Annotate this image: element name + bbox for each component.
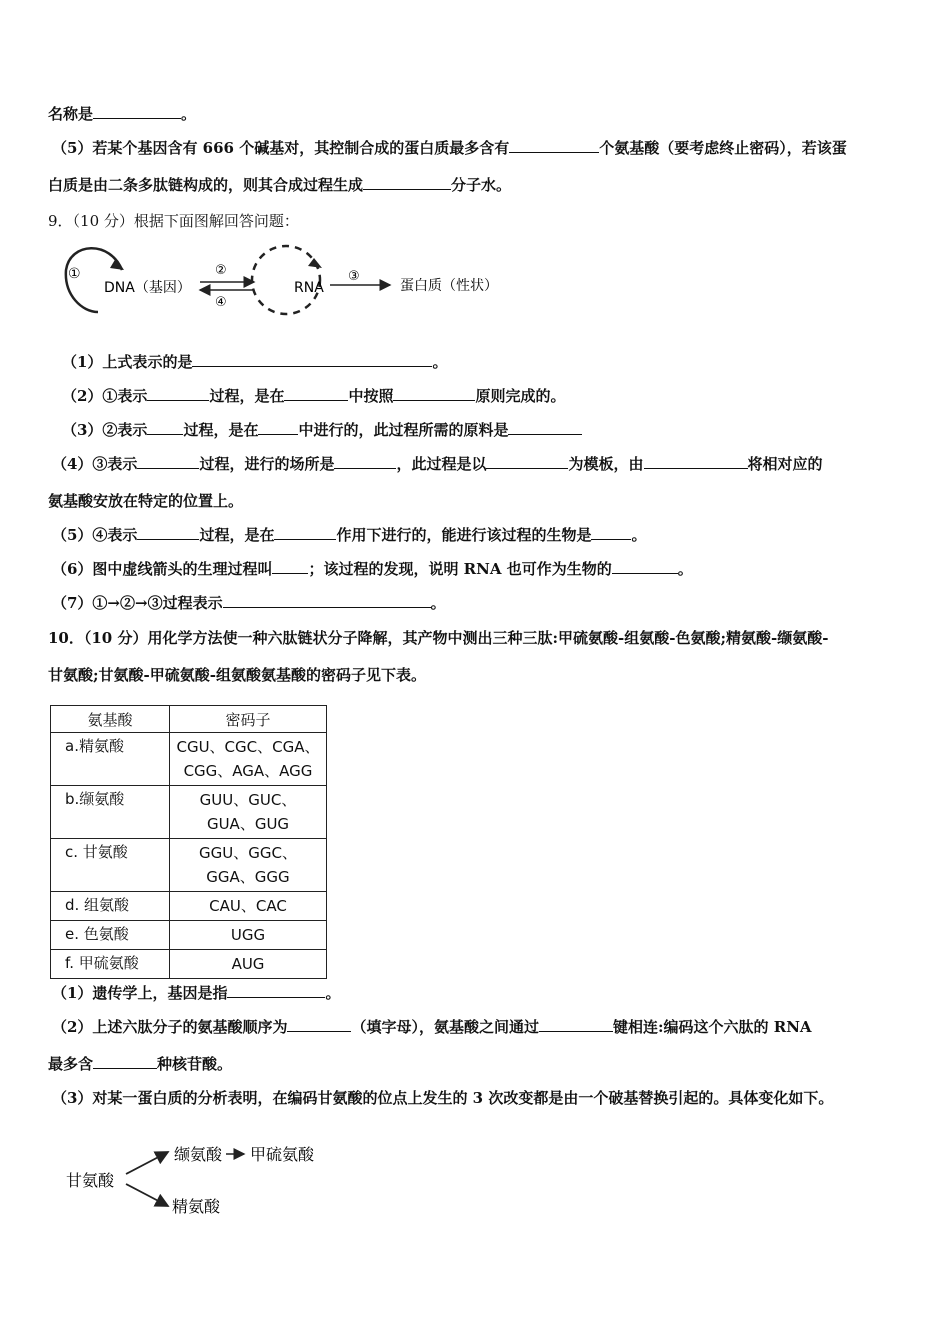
name-line: 名称是 。 [48,105,197,123]
q10-header: 10．（10 分）用化学方法使一种六肽链状分子降解，其产物中测出三种三肽:甲硫氨酸-组氨酸-色氨酸;精氨酸-缬氨酸- [48,629,829,647]
answer-blank[interactable] [147,386,209,401]
answer-blank[interactable] [612,559,678,574]
q9-header: 9．（10 分）根据下面图解回答问题： [48,212,299,230]
answer-blank[interactable] [258,420,298,435]
label-2: ② [215,263,227,278]
q9-s5: （5）④表示 过程，是在 作用下进行的，能进行该过程的生物是 。 [52,526,647,544]
answer-blank[interactable] [223,593,431,608]
q10-s1: （1）遗传学上，基因是指 。 [52,984,341,1002]
q9-s4: （4）③表示 过程，进行的场所是 ，此过程是以 为模板，由 将相对应的 [52,455,823,473]
answer-blank[interactable] [274,525,336,540]
q9-s7: （7）①→②→③过程表示 。 [52,594,446,612]
answer-blank[interactable] [508,420,582,435]
answer-blank[interactable] [93,104,181,119]
q10-s2b: 最多含 种核苷酸。 [48,1055,233,1073]
q9-s4b: 氨基酸安放在特定的位置上。 [48,492,244,510]
header-codon: 密码子 [170,706,327,733]
answer-blank[interactable] [284,386,348,401]
answer-blank[interactable] [137,454,199,469]
table-header-row [51,706,327,733]
mutation-diagram [60,1130,350,1230]
table-row: f. 甲硫氨酸 AUG [51,950,327,979]
label-1: ① [68,266,81,282]
q9-s1: （1）上式表示的是 。 [62,353,448,371]
answer-blank[interactable] [287,1017,351,1032]
header-amino-acid: 氨基酸 [51,706,170,733]
answer-blank[interactable] [272,559,308,574]
valine-label: 缬氨酸 [174,1145,223,1164]
answer-blank[interactable] [539,1017,613,1032]
answer-blank[interactable] [393,386,475,401]
central-dogma-diagram [60,240,530,320]
label-3: ③ [348,269,360,284]
q5-line: （5）若某个基因含有 666 个碱基对，其控制合成的蛋白质最多含有 个氨基酸（要考虑终止密码），若该蛋 [52,139,847,157]
q10-s3: （3）对某一蛋白质的分析表明，在编码甘氨酸的位点上发生的 3 次改变都是由一个破基替换引起的。具体变化如下。 [52,1089,834,1107]
q9-s6: （6）图中虚线箭头的生理过程叫 ；该过程的发现，说明 RNA 也可作为生物的 。 [52,560,693,578]
answer-blank[interactable] [192,352,432,367]
rna-label: RNA [294,280,324,296]
q10-s2: （2）上述六肽分子的氨基酸顺序为 （填字母），氨基酸之间通过 键相连:编码这个六肽的 RNA [52,1018,812,1036]
answer-blank[interactable] [486,454,568,469]
dna-label: DNA（基因） [104,280,191,296]
arginine-label: 精氨酸 [172,1197,221,1216]
table-row: b.缬氨酸 GUU、GUC、 GUA、GUG [51,786,327,839]
answer-blank[interactable] [93,1054,157,1069]
methionine-label: 甲硫氨酸 [250,1145,315,1164]
answer-blank[interactable] [137,525,199,540]
answer-blank[interactable] [147,420,183,435]
label-4: ④ [215,295,227,310]
table-row: d. 组氨酸 CAU、CAC [51,892,327,921]
q9-s2: （2）①表示 过程，是在 中按照 原则完成的。 [62,387,566,405]
table-row: e. 色氨酸 UGG [51,921,327,950]
answer-blank[interactable] [363,175,451,190]
q9-s3: （3）②表示 过程，是在 中进行的，此过程所需的原料是 [62,419,582,440]
answer-blank[interactable] [591,525,631,540]
q5-line-2: 白质是由二条多肽链构成的，则其合成过程生成 分子水。 [48,176,512,194]
table-row: c. 甘氨酸 GGU、GGC、 GGA、GGG [51,839,327,892]
table-row: a.精氨酸 CGU、CGC、CGA、 CGG、AGA、AGG [51,733,327,786]
answer-blank[interactable] [227,983,325,998]
answer-blank[interactable] [644,454,748,469]
answer-blank[interactable] [334,454,396,469]
q10-header-2: 甘氨酸;甘氨酸-甲硫氨酸-组氨酸氨基酸的密码子见下表。 [48,666,426,684]
answer-blank[interactable] [509,138,599,153]
codon-table [50,705,327,979]
protein-label: 蛋白质（性状） [400,278,498,294]
glycine-label: 甘氨酸 [66,1171,115,1190]
